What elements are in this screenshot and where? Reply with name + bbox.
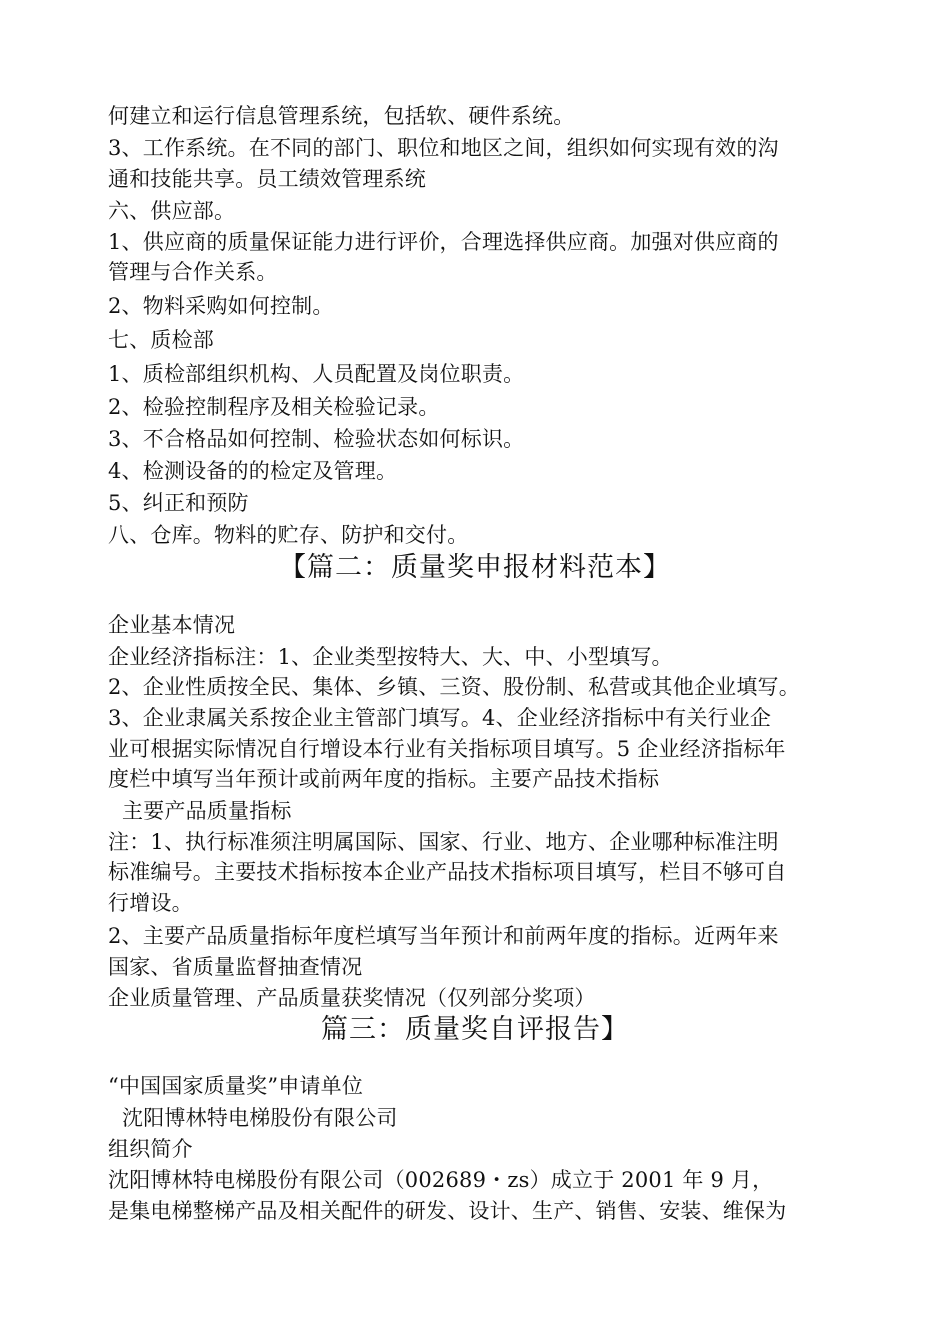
text-line: 2、企业性质按全民、集体、乡镇、三资、股份制、私营或其他企业填写。 (108, 675, 800, 699)
text-line: 何建立和运行信息管理系统，包括软、硬件系统。 (108, 104, 575, 128)
text-line: 2、检验控制程序及相关检验记录。 (108, 395, 440, 419)
text-line: 沈阳博林特电梯股份有限公司（002689・zs）成立于 2001 年 9 月， (108, 1168, 774, 1192)
text-line: 3、工作系统。在不同的部门、职位和地区之间，组织如何实现有效的沟 (108, 136, 779, 160)
heading-part-two: 【篇二：质量奖申报材料范本】 (279, 552, 671, 583)
text-line: 国家、省质量监督抽查情况 (108, 955, 363, 979)
text-line: 标准编号。主要技术指标按本企业产品技术指标项目填写，栏目不够可自 (108, 860, 787, 884)
text-line: 企业基本情况 (108, 613, 236, 637)
text-line: 3、企业隶属关系按企业主管部门填写。4、企业经济指标中有关行业企 (108, 706, 772, 730)
text-line: 1、质检部组织机构、人员配置及岗位职责。 (108, 362, 525, 386)
text-line: 是集电梯整梯产品及相关配件的研发、设计、生产、销售、安装、维保为 (108, 1199, 787, 1223)
text-line: 主要产品质量指标 (122, 799, 292, 823)
text-line: 1、供应商的质量保证能力进行评价，合理选择供应商。加强对供应商的 (108, 230, 779, 254)
heading-part-three: 篇三：质量奖自评报告】 (321, 1014, 629, 1045)
text-line: 注：1、执行标准须注明属国际、国家、行业、地方、企业哪种标准注明 (108, 830, 779, 854)
text-line: 管理与合作关系。 (108, 260, 278, 284)
text-line: 业可根据实际情况自行增设本行业有关指标项目填写。5 企业经济指标年 (108, 737, 786, 761)
text-line: 组织简介 (108, 1137, 193, 1161)
section-heading-warehouse: 八、仓库。物料的贮存、防护和交付。 (108, 523, 469, 547)
text-line: 5、纠正和预防 (108, 491, 249, 515)
text-line: 通和技能共享。员工绩效管理系统 (108, 167, 426, 191)
text-line: “中国国家质量奖”申请单位 (108, 1074, 364, 1098)
text-line: 2、主要产品质量指标年度栏填写当年预计和前两年度的指标。近两年来 (108, 924, 779, 948)
text-line: 行增设。 (108, 891, 193, 915)
section-heading-qc: 七、质检部 (108, 328, 214, 352)
text-line: 企业经济指标注：1、企业类型按特大、大、中、小型填写。 (108, 645, 673, 669)
text-line: 企业质量管理、产品质量获奖情况（仅列部分奖项） (108, 986, 596, 1010)
text-line: 3、不合格品如何控制、检验状态如何标识。 (108, 427, 525, 451)
text-line: 2、物料采购如何控制。 (108, 294, 334, 318)
text-line: 度栏中填写当年预计或前两年度的指标。主要产品技术指标 (108, 767, 660, 791)
text-line: 沈阳博林特电梯股份有限公司 (122, 1106, 398, 1130)
text-line: 4、检测设备的的检定及管理。 (108, 459, 398, 483)
section-heading-supply: 六、供应部。 (108, 199, 236, 223)
